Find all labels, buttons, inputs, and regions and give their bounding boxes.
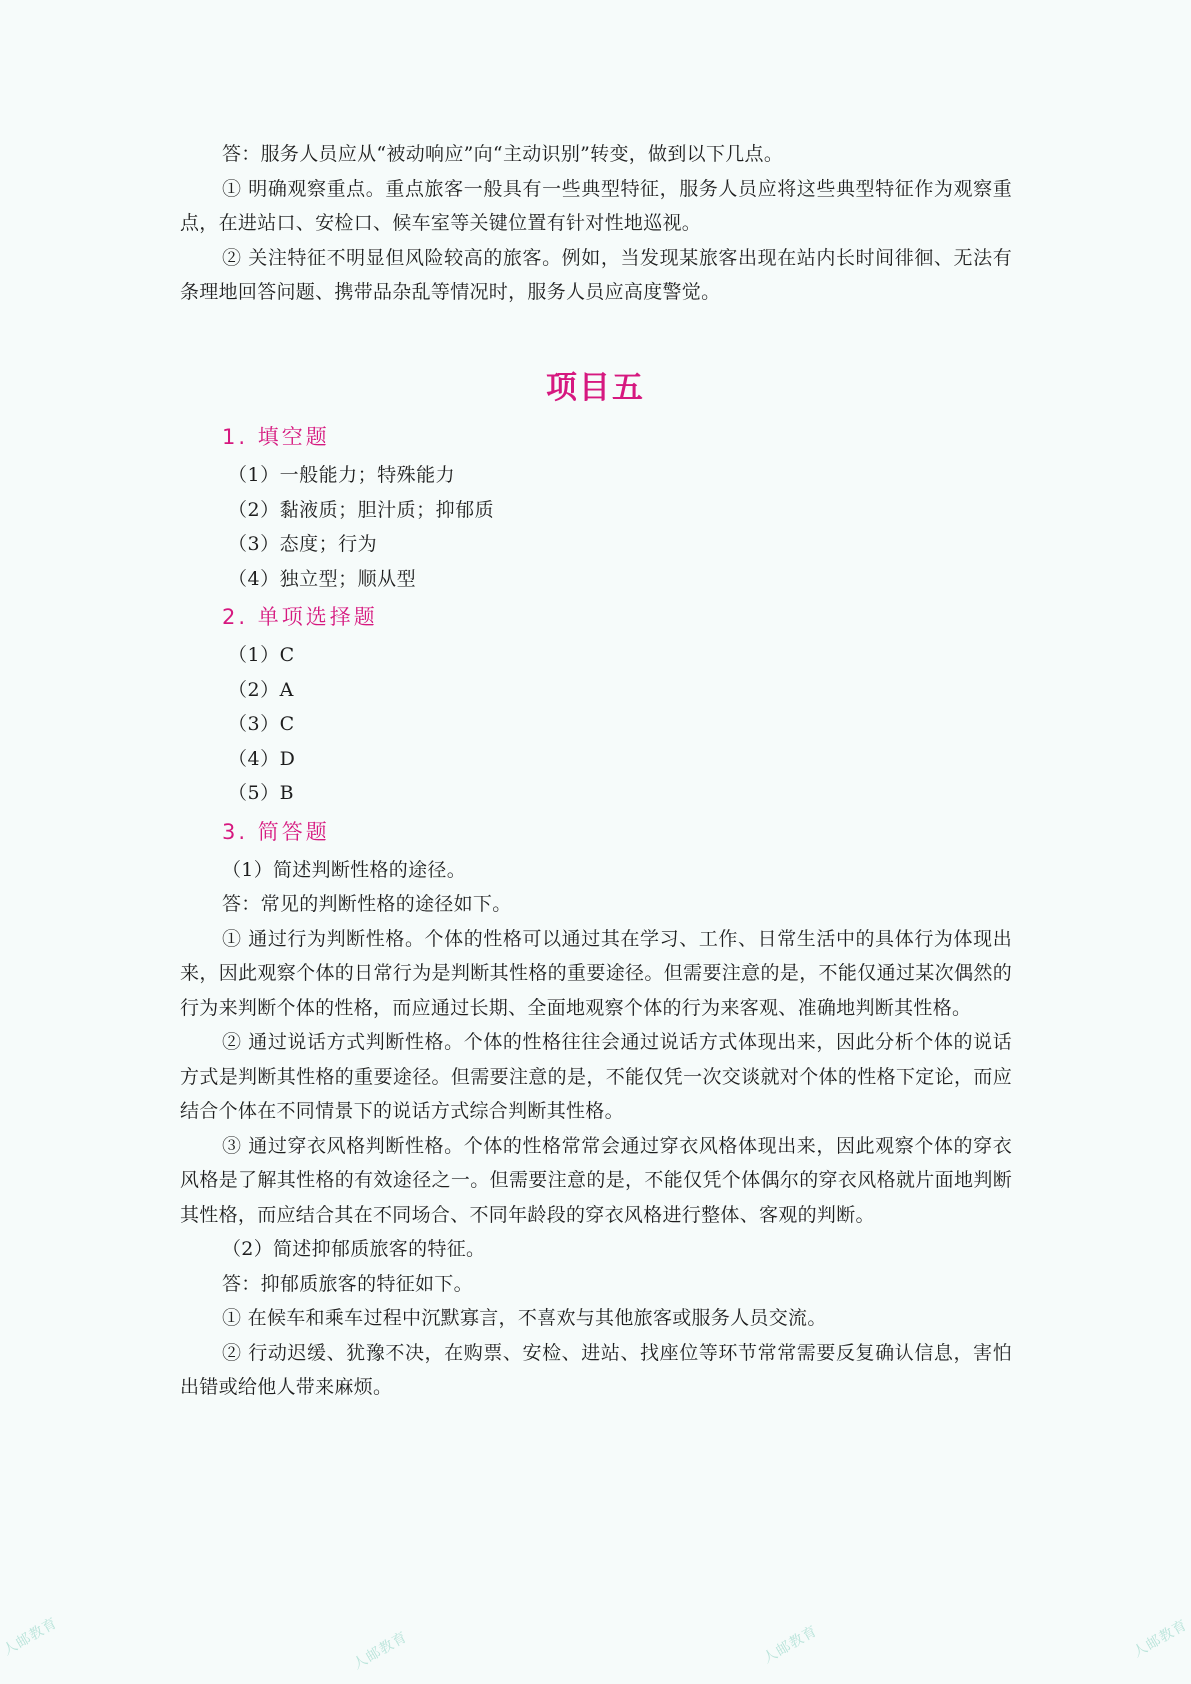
list-item: （2）A — [228, 678, 294, 701]
answer-1-point-3: ③ 通过穿衣风格判断性格。个体的性格常常会通过穿衣风格体现出来，因此观察个体的穿衣风格是了解其性格的有效途径之一。但需要注意的是，不能仅凭个体偶尔的穿衣风格就片面地判断其性格，而应结合其在不同场合、不同年龄段的穿衣风格进行整体、客观的判断。 — [180, 1134, 1012, 1226]
list-item: （3）C — [228, 713, 295, 735]
section-heading-short-answer: 3. 简答题 — [222, 819, 330, 844]
project-content — [180, 416, 1012, 1405]
question-2: （2）简述抑郁质旅客的特征。 — [222, 1238, 486, 1260]
answer-point-1: ① 明确观察重点。重点旅客一般具有一些典型特征，服务人员应将这些典型特征作为观察重点，在进站口、安检口、候车室等关键位置有针对性地巡视。 — [180, 177, 1012, 234]
answer-1-point-1: ① 通过行为判断性格。个体的性格可以通过其在学习、工作、日常生活中的具体行为体现出来，因此观察个体的日常行为是判断其性格的重要途径。但需要注意的是，不能仅通过某次偶然的行为来判断个体的性格，而应通过长期、全面地观察个体的行为来客观、准确地判断其性格。 — [180, 927, 1012, 1019]
top-answer — [180, 137, 1012, 310]
section-heading-single-choice: 2. 单项选择题 — [222, 605, 378, 629]
answer-2-point-1: ① 在候车和乘车过程中沉默寡言，不喜欢与其他旅客或服务人员交流。 — [222, 1307, 827, 1329]
question-1: （1）简述判断性格的途径。 — [222, 858, 466, 881]
watermark: 人邮教育 — [760, 1622, 821, 1667]
answer-point-2: ② 关注特征不明显但风险较高的旅客。例如，当发现某旅客出现在站内长时间徘徊、无法有条理地回答问题、携带品杂乱等情况时，服务人员应高度警觉。 — [180, 246, 1012, 303]
section-heading-fill-blank: 1. 填空题 — [222, 425, 330, 449]
project-title: 项目五 — [546, 370, 645, 406]
watermark: 人邮教育 — [1130, 1616, 1191, 1661]
watermark: 人邮教育 — [0, 1614, 61, 1659]
list-item: （1）C — [228, 644, 295, 666]
list-item: （1）一般能力；特殊能力 — [228, 464, 456, 486]
answer-1-intro: 答：常见的判断性格的途径如下。 — [222, 893, 512, 915]
answer-1-point-2: ② 通过说话方式判断性格。个体的性格往往会通过说话方式体现出来，因此分析个体的说话方式是判断其性格的重要途径。但需要注意的是，不能仅凭一次交谈就对个体的性格下定论，而应结合个体在不同情景下的说话方式综合判断其性格。 — [180, 1031, 1012, 1122]
list-item: （5）B — [228, 782, 295, 804]
answer-2-point-2: ② 行动迟缓、犹豫不决，在购票、安检、进站、找座位等环节常常需要反复确认信息，害怕出错或给他人带来麻烦。 — [180, 1341, 1012, 1398]
list-item: （2）黏液质；胆汁质；抑郁质 — [228, 498, 495, 521]
answer-2-intro: 答：抑郁质旅客的特征如下。 — [222, 1272, 473, 1295]
answer-intro: 答：服务人员应从“被动响应”向“主动识别”转变，做到以下几点。 — [222, 143, 784, 165]
list-item: （3）态度；行为 — [228, 533, 378, 555]
list-item: （4）独立型；顺从型 — [228, 567, 417, 590]
watermark: 人邮教育 — [350, 1628, 411, 1673]
list-item: （4）D — [228, 747, 296, 770]
